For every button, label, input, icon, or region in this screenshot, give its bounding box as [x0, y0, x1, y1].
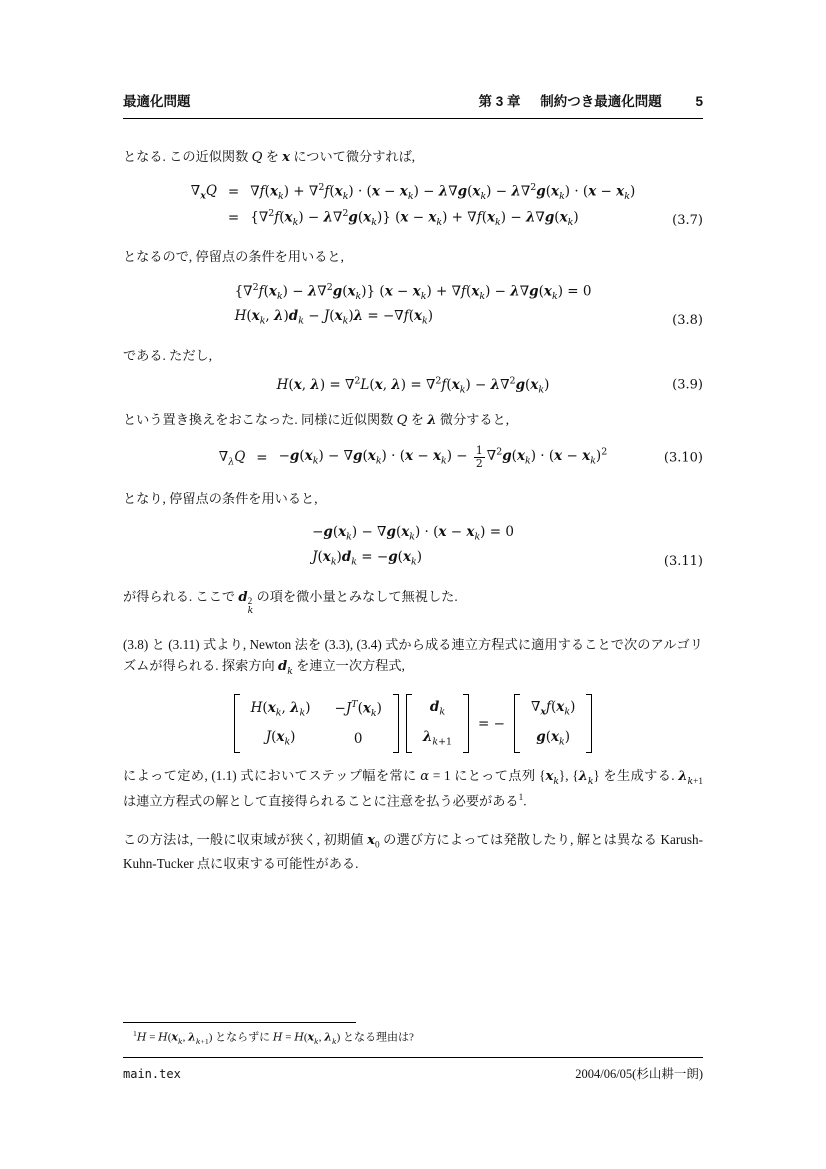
matrix-cell: $\lambda_{k+1}$ — [422, 728, 453, 748]
paragraph-stationary-condition: となるので, 停留点の条件を用いると, — [123, 248, 344, 264]
footnote-rule — [123, 1022, 356, 1023]
paragraph-however: である. ただし, — [123, 348, 213, 363]
equation-lhs: $\nabla_\lambda Q$ — [218, 448, 246, 468]
equation-line — [191, 208, 635, 228]
equation-line — [191, 182, 635, 202]
equals-sign: = — [227, 184, 240, 201]
equation-number: (3.8) — [672, 313, 703, 328]
equation-rhs: $-g(x_k) - \nabla g(x_k) \cdot (x - x_k)$ − $\frac{1}{2}$ $\nabla^2g(x_k) \cdot (x - x_k)^2$ — [278, 443, 608, 471]
equation-line — [219, 445, 607, 471]
header-section-title: 制約つき最適化問題 — [540, 94, 662, 109]
footer-filename: main.tex — [123, 1067, 181, 1081]
paragraph-newton-method: (3.8) と (3.11) 式より, Newton 法を (3.3), (3.4) 式から成る連立方程式に適用することで次のアルゴリズムが得られる. 探索方向 $d_k$ を連立一次方程式, — [123, 637, 703, 678]
matrix-cell: 0 — [353, 730, 363, 747]
right-bracket-icon — [586, 694, 592, 753]
unknown-vector — [415, 694, 460, 753]
equation-rhs: $\nabla f(x_k) + \nabla^2f(x_k) \cdot (x - x_k) - \lambda\nabla g(x_k) - \lambda\nabla^2g(x_k) \cdot (x - x_k)$ — [250, 182, 636, 203]
equation-3-8 — [123, 276, 703, 333]
equation-3-9 — [123, 375, 703, 395]
page-footer — [123, 1064, 703, 1082]
paragraph-lambda-derivative: という置き換えをおこなった. 同様に近似関数 Q を λ 微分すると, — [123, 411, 510, 428]
equation-line: $\{\nabla^2f(x_k) - \lambda\nabla^2g(x_k)\} (x - x_k) + \nabla f(x_k) - \lambda\nabla g(x_k) = 0$ — [234, 282, 592, 303]
left-bracket-icon — [406, 694, 412, 753]
rhs-vector — [523, 694, 583, 753]
paragraph-stationary-condition-2: となり, 停留点の条件を用いると, — [123, 490, 318, 506]
page-header — [123, 90, 703, 119]
matrix-equation — [123, 694, 703, 753]
equation-rhs: $\{\nabla^2f(x_k) - \lambda\nabla^2g(x_k)\} (x - x_k) + \nabla f(x_k) - \lambda\nabla g(x_k)$ — [250, 207, 579, 228]
equation-line: $H(x_k$, $\lambda)d_k - J(x_k)\lambda = -\nabla f(x_k)$ — [234, 308, 434, 327]
equation-3-10-align — [219, 440, 607, 476]
header-page-number: 5 — [695, 94, 703, 109]
paragraph-derivative-intro: となる. この近似関数 Q を x について微分すれば, — [123, 149, 416, 165]
footer-date-author: 2004/06/05(杉山耕一朗) — [575, 1067, 703, 1081]
equation-lines — [312, 518, 514, 573]
equation-lines — [235, 276, 592, 333]
matrix-cell: $-J^T(x_k)$ — [334, 699, 382, 720]
text-column — [123, 90, 703, 874]
equation-3-10 — [123, 440, 703, 476]
header-running-title: 最適化問題 — [123, 94, 191, 109]
equation-number: (3.9) — [672, 377, 703, 393]
footer-rule — [123, 1057, 703, 1058]
paragraph-step-width: によって定め, (1.1) 式においてステップ幅を常に α = 1 にとって点列 $\{x_k\}$, $\{\lambda_k\}$ を生成する. $\lambda_{k+1}$ は連立方程式の解として直接得られることに注意を払う必要がある$^1$. — [123, 767, 703, 808]
paragraph-neglect-small-term: が得られる. ここで d 2 k の項を微小量とみなして無視した. — [123, 588, 458, 617]
matrix-gap — [399, 694, 406, 753]
equation-line: $J(x_k)d_k = -g(x_k)$ — [312, 548, 423, 568]
header-chapter-number: 第 3 章 — [478, 94, 521, 109]
equation-number: (3.7) — [672, 212, 703, 228]
equation-number: (3.11) — [663, 553, 703, 569]
left-bracket-icon — [234, 694, 240, 753]
matrix-cell: $J(x_k)$ — [265, 729, 296, 748]
matrix-cell: $\nabla_xf(x_k)$ — [530, 699, 576, 719]
equation-3-7 — [123, 177, 703, 232]
equation-line: H(x, λ) = ∇$^2$L(x, $\lambda) = \nabla^2f(x_k) - \lambda\nabla^2g(x_k)$ — [276, 375, 550, 396]
equals-sign: = — [256, 449, 268, 466]
coefficient-matrix — [243, 694, 390, 753]
equation-lhs: $\nabla_xQ$ — [190, 183, 217, 202]
equation-lhs-empty — [191, 208, 217, 228]
header-chapter-info — [478, 90, 703, 110]
footnote-text: $^1H = H(x_k$, $\lambda_{k+1}$) とならずに $H = H(x_k$, $\lambda_k$) となる理由は? — [133, 1029, 414, 1046]
matrix-cell: $g(x_k)$ — [536, 728, 571, 748]
matrix-cell: $d_k$ — [429, 699, 446, 719]
equation-number: (3.10) — [663, 450, 703, 466]
equals-sign: = — [227, 209, 240, 226]
left-bracket-icon — [514, 694, 520, 753]
equation-line: $-g(x_k) - \nabla g(x_k) \cdot (x - x_k) = 0$ — [312, 524, 514, 543]
paragraph-convergence-note: この方法は, 一般に収束域が狭く, 初期値 $x_0$ の選び方によっては発散したり, 解とは異なる Karush-Kuhn-Tucker 点に収束する可能性がある. — [123, 832, 704, 871]
equals-minus-sign: = − — [478, 715, 505, 732]
equation-3-11 — [123, 518, 703, 573]
matrix-cell: $H(x_k$, $\lambda_k$) — [250, 699, 311, 719]
equation-3-7-align — [191, 177, 635, 232]
